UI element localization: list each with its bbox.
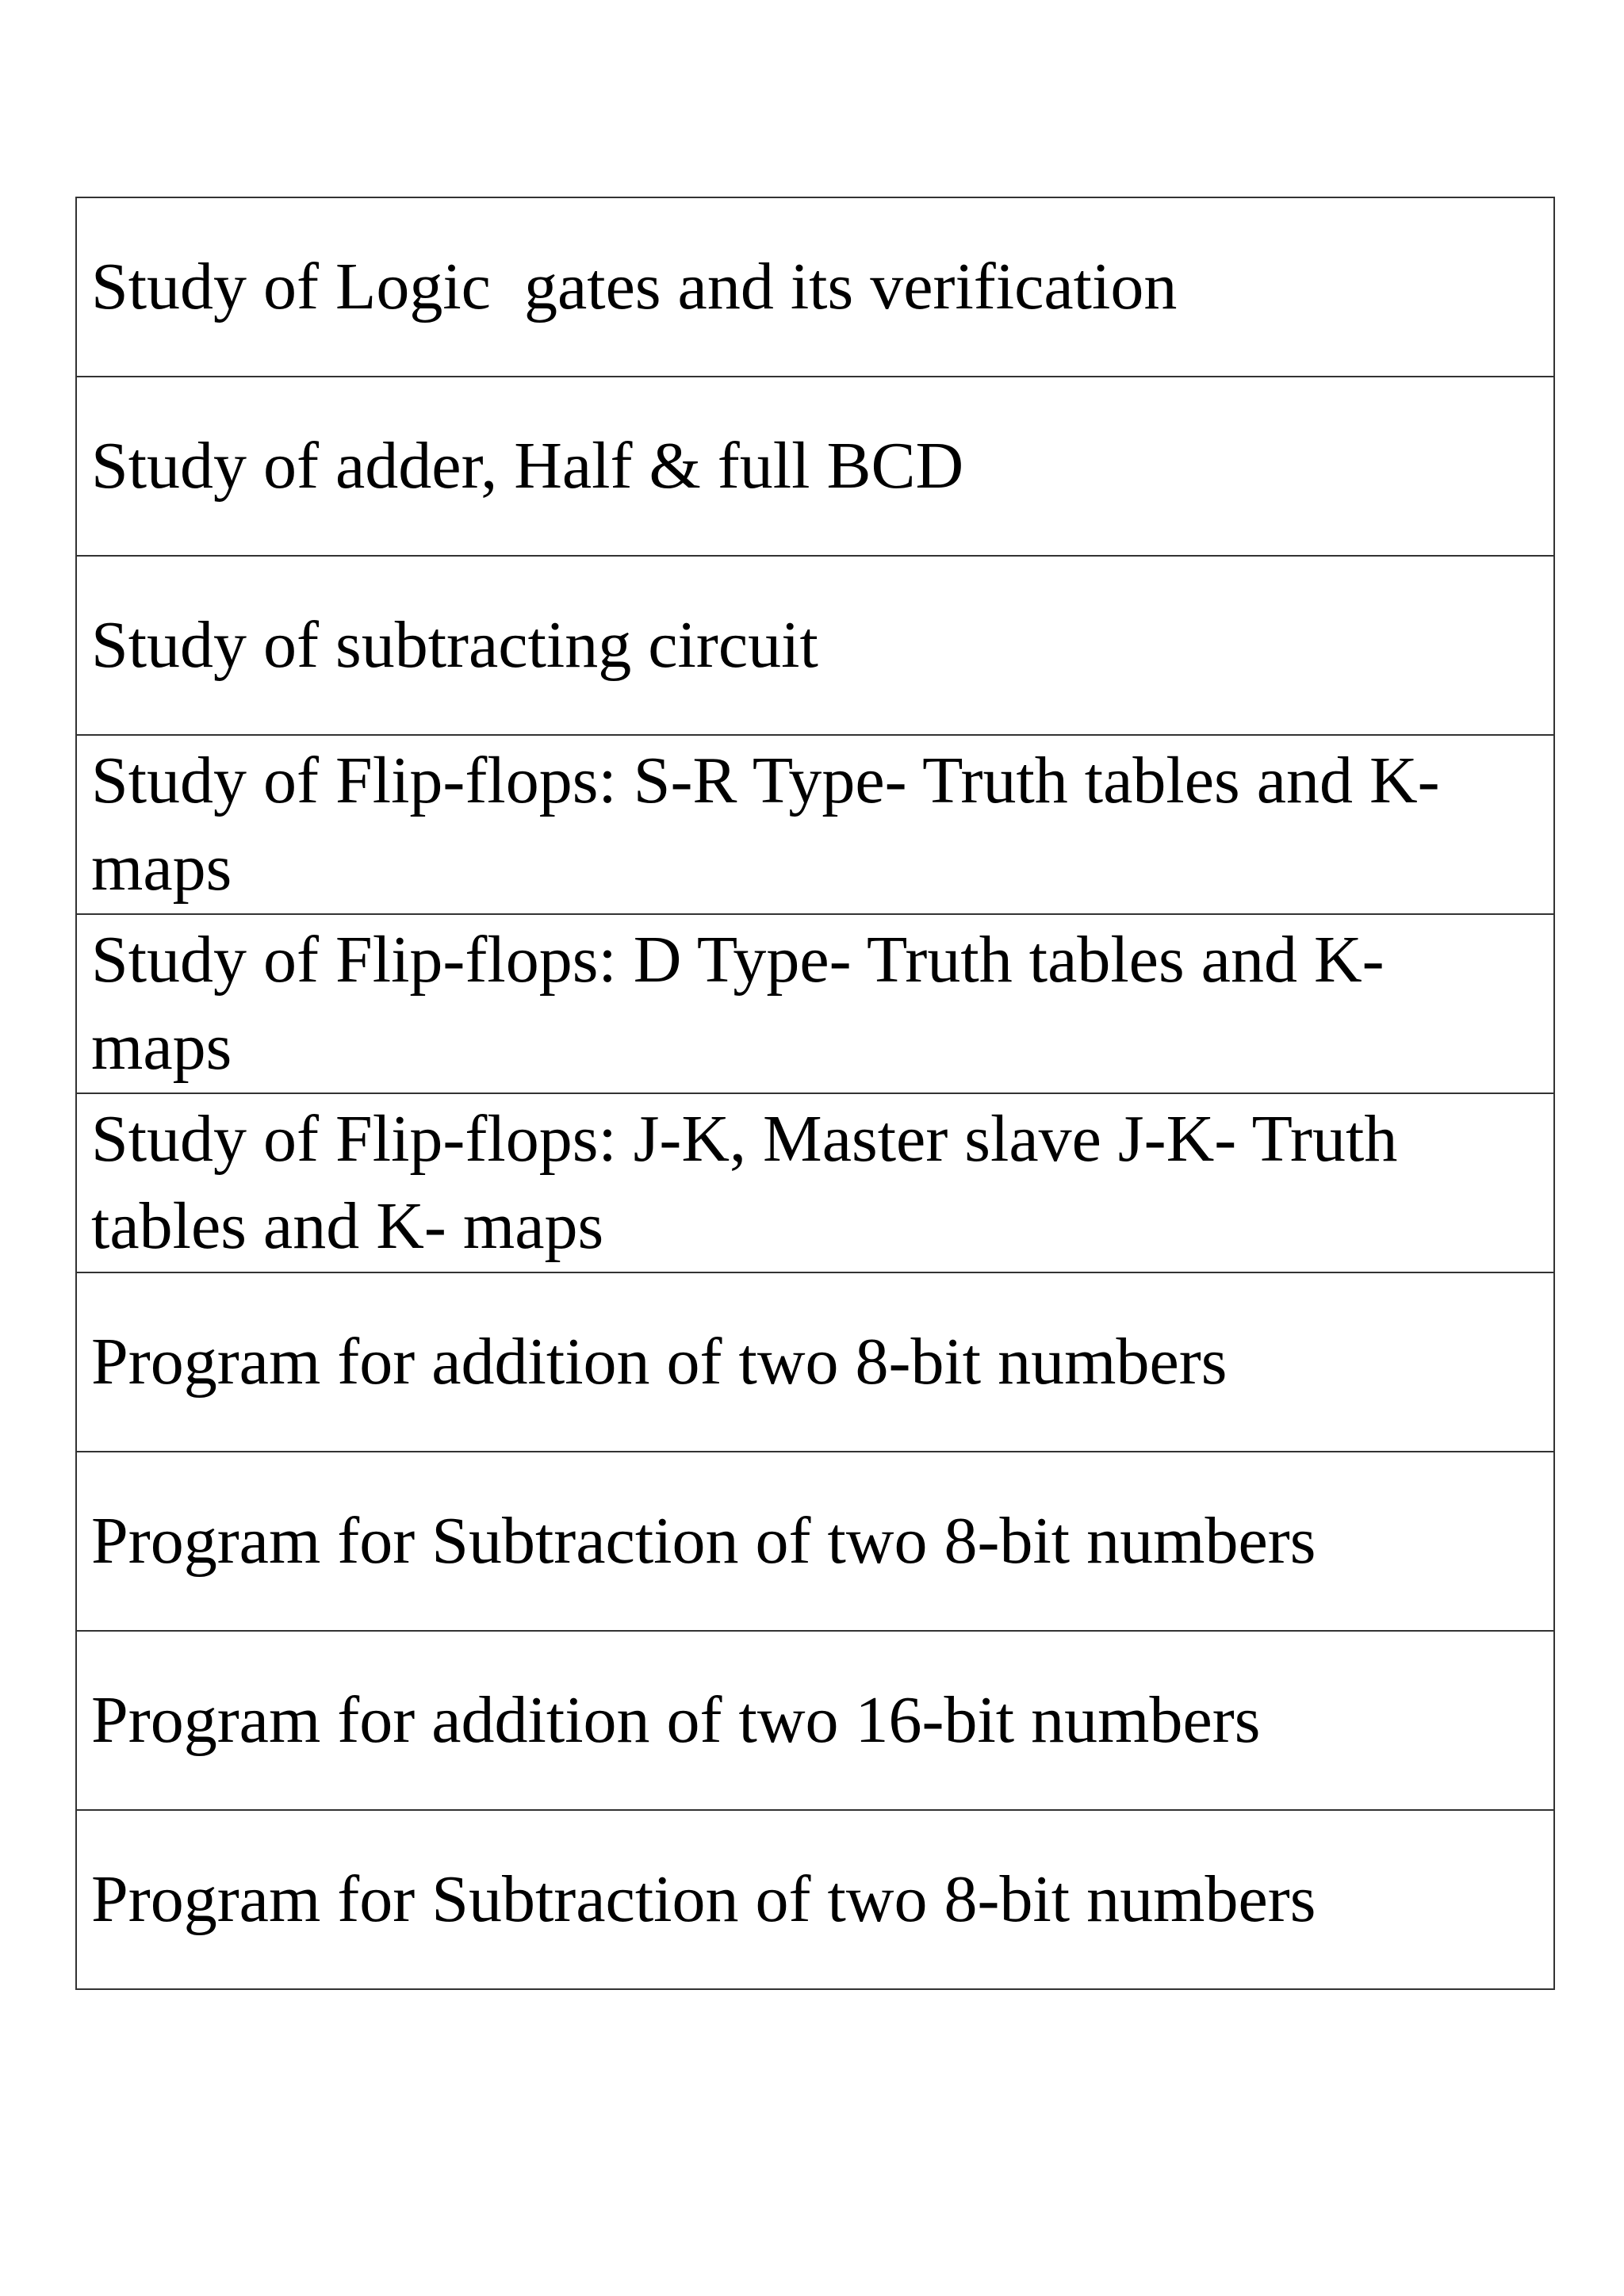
- table-row: [76, 1810, 1554, 1989]
- experiment-cell: Study of Flip-flops: J-K, Master slave J-K- Truth tables and K- maps: [76, 1093, 1554, 1272]
- experiment-cell: Study of subtracting circuit: [76, 556, 1554, 735]
- table-row: [76, 1631, 1554, 1810]
- experiment-cell: Study of adder, Half & full BCD: [76, 377, 1554, 556]
- table-row: [76, 556, 1554, 735]
- table-row: [76, 197, 1554, 377]
- table-row: [76, 377, 1554, 556]
- experiment-cell: Program for addition of two 8-bit numbers: [76, 1272, 1554, 1452]
- experiment-cell: Study of Logic gates and its verification: [76, 197, 1554, 377]
- table-row: [76, 1452, 1554, 1631]
- table-row: [76, 1272, 1554, 1452]
- experiment-cell: Study of Flip-flops: S-R Type- Truth tables and K- maps: [76, 735, 1554, 914]
- experiment-cell: Program for Subtraction of two 8-bit numbers: [76, 1810, 1554, 1989]
- experiment-cell: Study of Flip-flops: D Type- Truth tables and K- maps: [76, 914, 1554, 1093]
- table-row: [76, 914, 1554, 1093]
- experiments-table: [75, 197, 1555, 1990]
- experiment-cell: Program for addition of two 16-bit numbers: [76, 1631, 1554, 1810]
- table-row: [76, 1093, 1554, 1272]
- experiment-cell: Program for Subtraction of two 8-bit numbers: [76, 1452, 1554, 1631]
- table-row: [76, 735, 1554, 914]
